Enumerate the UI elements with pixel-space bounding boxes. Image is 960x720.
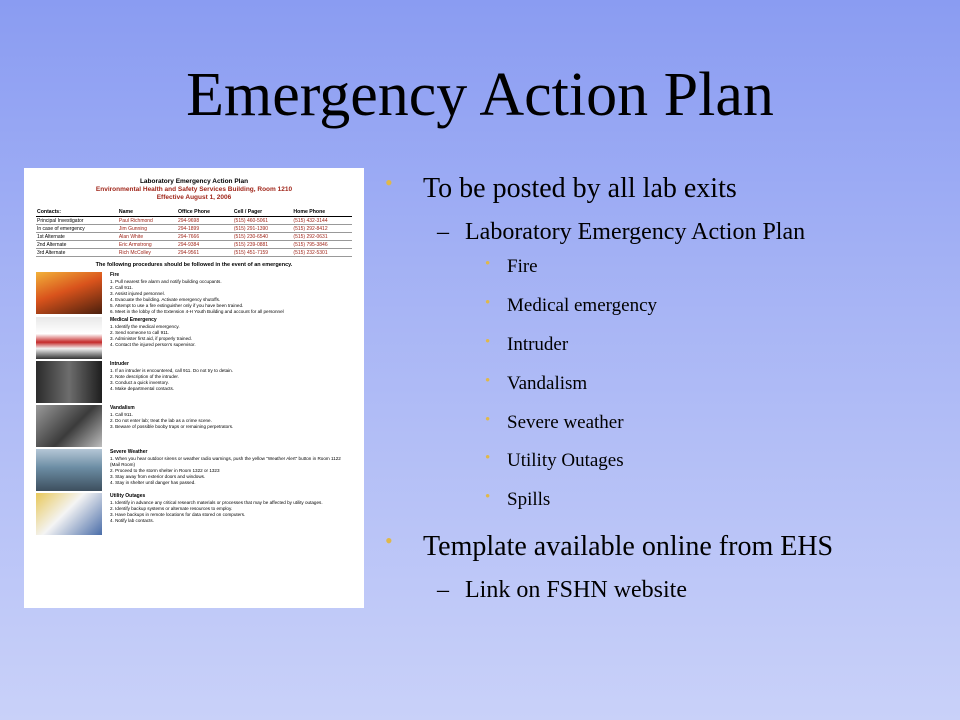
table-cell: (515) 291-1390 [233, 225, 293, 233]
table-row [36, 225, 352, 233]
section-medical [36, 317, 352, 359]
step: 3. Beware of possible booby traps or remaining perpetrators. [110, 424, 234, 430]
table-cell: (515) 232-5301 [292, 249, 352, 257]
section-utility-outages [36, 493, 352, 535]
header-cell: Office Phone [177, 208, 233, 217]
step: 5. Attempt to use a fire extinguisher only if you have been trained. [110, 303, 244, 309]
document-effective-date: Effective August 1, 2006 [156, 194, 232, 202]
bullet-level-3: • Fire [385, 256, 945, 279]
contacts-table [36, 208, 352, 257]
section-title: Utility Outages [110, 493, 146, 500]
step: 6. Meet in the lobby of the Extension 4-H Youth Building and account for all personnel [110, 309, 284, 315]
step: 1. If an intruder is encountered, call 911. Do not try to detain. [110, 367, 233, 373]
step: 1. Pull nearest fire alarm and notify building occupants. [110, 278, 222, 284]
step: 2. Identify backup systems or alternate resources to employ. [110, 506, 233, 511]
table-cell: Alan White [118, 233, 177, 241]
table-cell: (515) 292-0631 [292, 233, 352, 241]
table-cell: (515) 292-8412 [292, 225, 352, 233]
ambulance-photo [36, 317, 102, 359]
contacts-table-header [36, 208, 352, 217]
table-cell: (515) 432-3144 [292, 217, 352, 225]
step: 2. Do not enter lab; treat the lab as a crime scene. [110, 418, 212, 423]
section-severe-weather [36, 449, 352, 491]
step: 2. Proceed to the storm shelter in Room 1322 or 1323 [110, 468, 220, 474]
table-row [36, 233, 352, 241]
step: 2. Send someone to call 911. [110, 330, 170, 335]
section-title: Severe Weather [110, 449, 148, 456]
step: 3. Stay away from exterior doors and windows. [110, 474, 206, 480]
step: 4. Contact the injured person's supervisor. [110, 342, 196, 348]
table-cell: 294-9561 [177, 249, 233, 257]
document-thumbnail [24, 168, 364, 608]
section-title: Fire [110, 272, 120, 279]
bullet-level-3: • Spills [385, 489, 945, 512]
table-cell: (515) 230-6540 [233, 233, 293, 241]
document-title: Laboratory Emergency Action Plan [139, 178, 249, 185]
bullet-level-2: – Link on FSHN website [385, 576, 945, 605]
step: 4. Evacuate the building. Activate emergency shutoffs. [110, 297, 221, 303]
table-cell: 3rd Alternate [36, 249, 118, 257]
table-row [36, 241, 352, 249]
step: 1. Call 911. [110, 411, 133, 417]
section-title: Medical Emergency [110, 317, 157, 324]
table-cell: 294-9384 [177, 241, 233, 249]
step: 1. When you hear outdoor sirens or weather radio warnings, push the yellow "Weather Alert" button in Room 1122 (Mail Room) [110, 455, 341, 467]
step: 1. Identify the medical emergency. [110, 323, 180, 329]
bullet-level-3: • Intruder [385, 334, 945, 357]
table-cell: 1st Alternate [36, 233, 118, 241]
table-cell: Jim Gunning [118, 225, 177, 233]
table-cell: Paul Richmond [118, 217, 177, 225]
intruder-photo [36, 361, 102, 403]
header-cell: Contacts: [36, 208, 118, 217]
header-cell: Cell / Pager [233, 208, 293, 217]
bullet-list [385, 172, 945, 604]
table-cell: 2nd Alternate [36, 241, 118, 249]
step: 1. Identify in advance any critical research materials or processes that may be affected by utility outages. [110, 499, 323, 505]
section-intruder [36, 361, 352, 403]
bullet-level-3: • Medical emergency [385, 295, 945, 318]
table-cell: (515) 460-5061 [233, 217, 293, 225]
bullet-level-3: • Severe weather [385, 412, 945, 435]
table-cell: Eric Armstrong [118, 241, 177, 249]
header-cell: Name [118, 208, 177, 217]
section-title: Vandalism [110, 405, 135, 412]
step: 4. Stay in shelter until danger has passed. [110, 480, 196, 486]
section-fire [36, 272, 352, 315]
tornado-photo [36, 449, 102, 491]
table-cell: Principal Investigator [36, 217, 118, 225]
bullet-level-3: • Vandalism [385, 373, 945, 396]
table-row [36, 217, 352, 225]
vandalism-photo [36, 405, 102, 447]
utility-photo [36, 493, 102, 535]
step: 3. Administer first aid, if properly trained. [110, 336, 192, 342]
step: 3. Conduct a quick inventory. [110, 380, 169, 386]
table-cell: (515) 451-7159 [233, 249, 293, 257]
slide-title: Emergency Action Plan [186, 61, 774, 129]
fire-photo [36, 272, 102, 314]
step: 2. Note description of the intruder. [110, 374, 179, 379]
table-cell: Rich McColley [118, 249, 177, 257]
section-vandalism [36, 405, 352, 447]
step: 3. Assist injured personnel. [110, 291, 165, 297]
document-subtitle: Environmental Health and Safety Services Building, Room 1210 [95, 186, 293, 194]
procedures-note: The following procedures should be followed in the event of an emergency. [95, 262, 293, 269]
table-cell: 294-7666 [177, 233, 233, 241]
table-cell: 294-9698 [177, 217, 233, 225]
table-cell: 294-1899 [177, 225, 233, 233]
step: 3. Have backups in remote locations for data stored on computers. [110, 512, 246, 518]
header-cell: Home Phone [292, 208, 352, 217]
table-cell: (515) 795-3846 [292, 241, 352, 249]
table-row [36, 249, 352, 257]
table-cell: In case of emergency [36, 225, 118, 233]
step: 4. Make departmental contacts. [110, 386, 175, 392]
step: 4. Notify lab contacts. [110, 518, 154, 524]
bullet-level-1: • To be posted by all lab exits [385, 172, 945, 206]
bullet-level-3: • Utility Outages [385, 450, 945, 473]
document-header [36, 178, 352, 202]
bullet-level-2: – Laboratory Emergency Action Plan [385, 218, 945, 247]
bullet-level-1: • Template available online from EHS [385, 530, 945, 564]
section-title: Intruder [110, 361, 129, 368]
step: 2. Call 911. [110, 285, 133, 291]
table-cell: (515) 239-0881 [233, 241, 293, 249]
